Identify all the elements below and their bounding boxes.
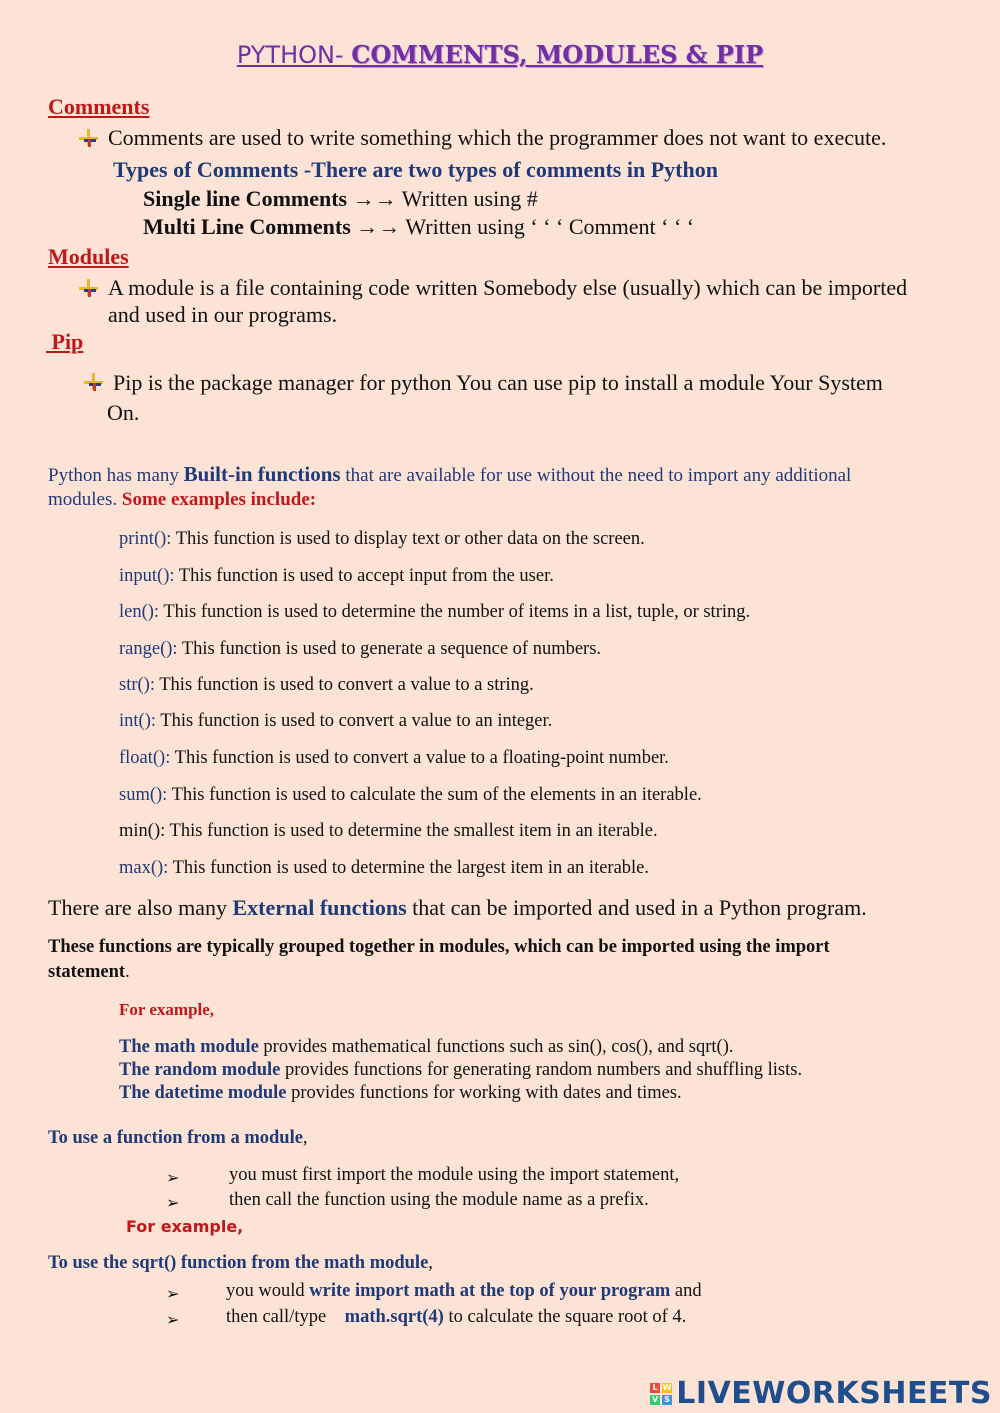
logo-letter: V xyxy=(651,1394,659,1404)
pip-description-line1: Pip is the package manager for python You can use pip to install a module Your System xyxy=(113,370,883,395)
function-description: This function is used to determine the smallest item in an iterable. xyxy=(165,821,658,841)
function-description: This function is used to display text or other data on the screen. xyxy=(171,529,645,549)
multi-line-comment-row xyxy=(143,214,694,240)
multi-line-label: Multi Line Comments xyxy=(143,214,351,239)
examples-label: Some examples include: xyxy=(121,489,317,510)
function-name: sum(): xyxy=(119,785,168,805)
module-name: The datetime module xyxy=(119,1083,287,1103)
function-description: This function is used to determine the largest item in an iterable. xyxy=(168,858,650,878)
external-intro xyxy=(48,895,867,921)
function-name: len(): xyxy=(119,602,160,622)
external-intro-emphasis: External functions xyxy=(232,895,407,920)
function-name: int(): xyxy=(119,711,156,731)
for-example-label: For example, xyxy=(126,1217,244,1236)
usage-step2: then call the function using the module name as a prefix. xyxy=(229,1190,649,1210)
module-desc: provides mathematical functions such as sin(), cos(), and sqrt(). xyxy=(258,1037,734,1057)
function-description: This function is used to determine the number of items in a list, tuple, or string. xyxy=(159,602,751,622)
liveworksheets-logo xyxy=(650,1376,992,1411)
arrow-bullet-icon: ➢ xyxy=(166,1168,180,1187)
logo-text: LIVEWORKSHEETS xyxy=(676,1376,992,1411)
arrow-bullet-icon: ➢ xyxy=(166,1193,180,1212)
sqrt-step-emphasis: write import math at the top of your program xyxy=(309,1281,671,1301)
pip-description-line2: On. xyxy=(107,400,140,425)
bullet-icon xyxy=(78,128,100,148)
title-main: COMMENTS, MODULES & PIP xyxy=(351,40,764,69)
function-name: float(): xyxy=(119,748,171,768)
usage-heading xyxy=(48,1128,308,1149)
arrow-bullet-icon: ➢ xyxy=(166,1284,180,1303)
logo-letter: S xyxy=(664,1394,671,1404)
sqrt-step2 xyxy=(226,1307,686,1328)
module-example-datetime xyxy=(119,1083,682,1104)
arrow-bullet-icon: ➢ xyxy=(166,1310,180,1329)
logo-letter: L xyxy=(650,1383,660,1393)
arrow-icon: →→ xyxy=(356,214,401,239)
sqrt-step-emphasis: math.sqrt(4) xyxy=(344,1307,444,1327)
usage-heading-tail: , xyxy=(302,1128,308,1148)
bullet-icon xyxy=(78,278,100,298)
module-desc: provides functions for generating random numbers and shuffling lists. xyxy=(280,1060,803,1080)
function-item xyxy=(119,748,669,769)
sqrt-step-text: you would xyxy=(226,1281,310,1301)
sqrt-step-text: then call/type xyxy=(226,1307,345,1327)
module-desc: provides functions for working with dates and times. xyxy=(286,1083,682,1103)
single-line-text: Written using # xyxy=(401,186,538,211)
builtin-intro-emphasis: Built-in functions xyxy=(183,462,341,486)
single-line-label: Single line Comments xyxy=(143,186,348,211)
comments-heading: Comments xyxy=(48,94,150,119)
modules-heading: Modules xyxy=(48,244,129,269)
function-name: print(): xyxy=(119,529,172,549)
function-description: This function is used to generate a sequence of numbers. xyxy=(177,639,602,659)
sqrt-heading-text: To use the sqrt() function from the math module xyxy=(48,1253,429,1273)
function-item xyxy=(119,821,658,842)
pip-heading: Pip xyxy=(46,329,84,354)
function-name: min(): xyxy=(119,821,166,841)
function-description: This function is used to convert a value to a floating-point number. xyxy=(170,748,669,768)
function-item xyxy=(119,785,702,806)
function-description: This function is used to convert a value to an integer. xyxy=(156,711,553,731)
comments-description: Comments are used to write something which the programmer does not want to execute. xyxy=(108,125,887,150)
arrow-icon: →→ xyxy=(352,186,397,211)
function-item xyxy=(119,675,534,696)
function-item xyxy=(119,602,750,623)
function-name: max(): xyxy=(119,858,169,878)
builtin-intro-line1 xyxy=(48,462,851,487)
bullet-icon xyxy=(83,372,105,392)
logo-icon xyxy=(650,1383,672,1405)
function-description: This function is used to calculate the sum of the elements in an iterable. xyxy=(167,785,702,805)
modules-description-line1: A module is a file containing code written Somebody else (usually) which can be imported xyxy=(108,275,908,300)
for-example-label: For example, xyxy=(119,1000,215,1019)
single-line-comment-row xyxy=(143,186,538,212)
usage-heading-text: To use a function from a module xyxy=(48,1128,303,1148)
sqrt-step-text: and xyxy=(670,1281,702,1301)
module-name: The random module xyxy=(119,1060,281,1080)
function-name: str(): xyxy=(119,675,155,695)
function-description: This function is used to accept input from the user. xyxy=(174,566,554,586)
builtin-intro-text: modules. xyxy=(48,489,122,510)
grouped-tail: . xyxy=(125,962,130,982)
function-item xyxy=(119,858,649,879)
function-item xyxy=(119,711,552,732)
modules-description-line2: and used in our programs. xyxy=(108,302,338,327)
module-example-math xyxy=(119,1037,734,1058)
sqrt-heading-tail: , xyxy=(428,1253,433,1273)
sqrt-heading xyxy=(48,1253,433,1274)
builtin-intro-text: that are available for use without the need to import any additional xyxy=(340,465,852,486)
logo-letter: W xyxy=(662,1382,672,1392)
module-name: The math module xyxy=(119,1037,259,1057)
comment-types-heading: Types of Comments -There are two types of comments in Python xyxy=(113,157,718,182)
external-intro-text: There are also many xyxy=(48,895,233,920)
builtin-intro-line2 xyxy=(48,489,316,511)
grouped-text: statement xyxy=(48,962,126,982)
function-item xyxy=(119,566,554,587)
sqrt-step1 xyxy=(226,1281,702,1302)
multi-line-text: Written using ‘ ‘ ‘ Comment ‘ ‘ ‘ xyxy=(405,214,695,239)
function-item xyxy=(119,529,645,550)
function-item xyxy=(119,639,601,660)
sqrt-step-text: to calculate the square root of 4. xyxy=(443,1307,687,1327)
title-prefix: PYTHON- xyxy=(236,41,352,69)
function-description: This function is used to convert a value to a string. xyxy=(154,675,534,695)
external-intro-text: that can be imported and used in a Python program. xyxy=(406,895,867,920)
grouped-line1: These functions are typically grouped together in modules, which can be imported using the import xyxy=(48,937,830,957)
page-title xyxy=(0,40,1000,69)
usage-step1: you must first import the module using the import statement, xyxy=(229,1165,680,1185)
builtin-intro-text: Python has many xyxy=(48,465,184,486)
module-example-random xyxy=(119,1060,802,1081)
grouped-line2 xyxy=(48,962,130,983)
function-name: input(): xyxy=(119,566,175,586)
function-name: range(): xyxy=(119,639,178,659)
